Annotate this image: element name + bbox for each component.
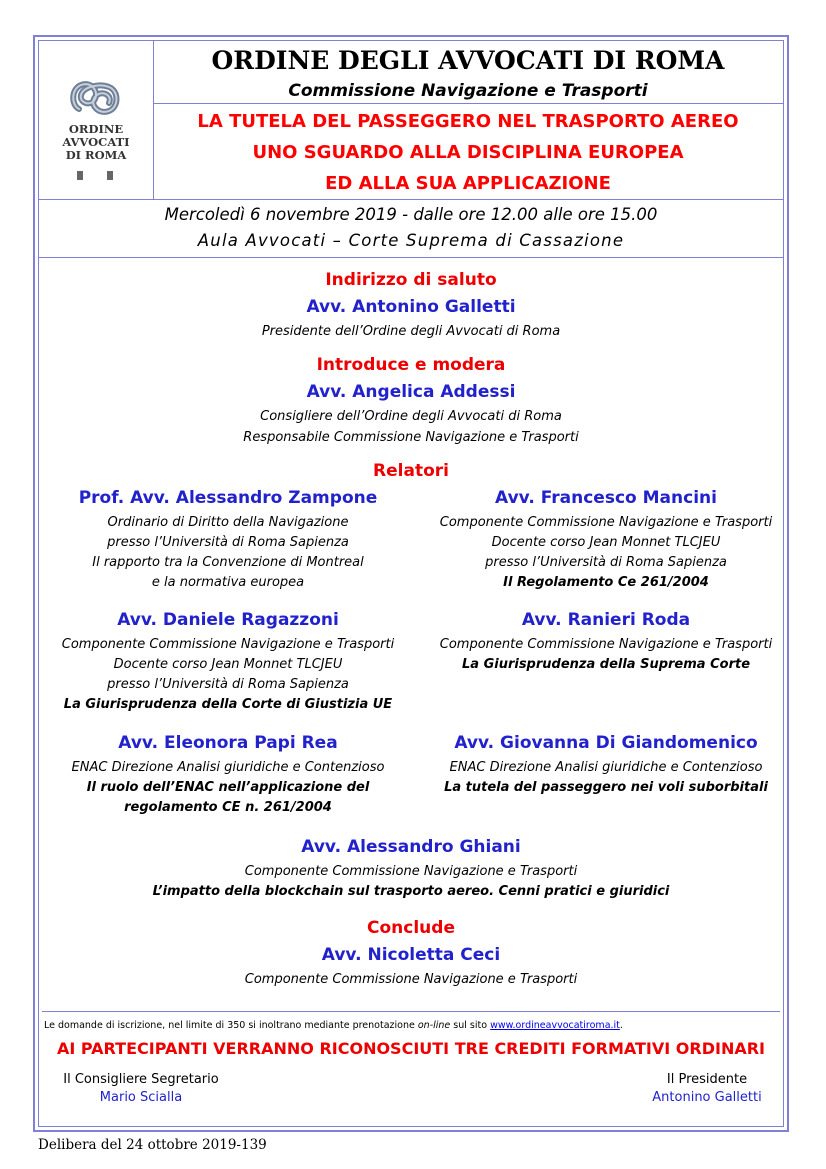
logo-line: ORDINE	[68, 122, 124, 136]
knot-logo-icon	[69, 77, 121, 117]
signature-name: Antonino Galletti	[652, 1090, 762, 1105]
speaker-topic: L’impatto della blockchain sul trasporto aereo. Cenni pratici e giuridici	[152, 884, 670, 899]
speaker-role: Docente corso Jean Monnet TLCJEU	[491, 535, 721, 550]
speaker-role: ENAC Direzione Analisi giuridiche e Contenzioso	[449, 760, 763, 775]
event-date: Mercoledì 6 novembre 2019 - dalle ore 12.00 alle ore 15.00	[164, 205, 658, 224]
moderator-role: Consigliere dell’Ordine degli Avvocati di Roma	[260, 409, 562, 424]
speaker-name: Avv. Daniele Ragazzoni	[117, 610, 339, 630]
speaker-role: Il rapporto tra la Convenzione di Montreal	[92, 555, 364, 570]
greeting-speaker-role: Presidente dell’Ordine degli Avvocati di Roma	[261, 324, 561, 339]
moderator-name: Avv. Angelica Addessi	[306, 382, 516, 402]
speaker-role: Componente Commissione Navigazione e Trasporti	[439, 515, 773, 530]
speaker-name: Prof. Avv. Alessandro Zampone	[78, 488, 378, 508]
speaker-role: presso l’Università di Roma Sapienza	[107, 535, 349, 550]
signature-title: Il Presidente	[666, 1072, 748, 1087]
commission-name: Commissione Navigazione e Trasporti	[288, 81, 648, 101]
event-title-line: UNO SGUARDO ALLA DISCIPLINA EUROPEA	[252, 142, 684, 163]
website-link[interactable]: www.ordineavvocatiroma.it	[490, 1020, 620, 1031]
note-text: sul sito	[453, 1020, 488, 1031]
speaker-topic: La Giurisprudenza della Corte di Giustizia UE	[63, 697, 393, 712]
speaker-role: ENAC Direzione Analisi giuridiche e Contenzioso	[71, 760, 385, 775]
speaker-topic: regolamento CE n. 261/2004	[124, 800, 332, 815]
speaker-role: e la normativa europea	[151, 575, 305, 590]
signature-title: Il Consigliere Segretario	[63, 1072, 219, 1087]
speaker-role: Componente Commissione Navigazione e Trasporti	[61, 637, 395, 652]
registration-note	[44, 1020, 623, 1031]
greeting-heading: Indirizzo di saluto	[325, 270, 497, 290]
logo-line: AVVOCATI	[62, 135, 130, 149]
greeting-speaker-name: Avv. Antonino Galletti	[306, 297, 516, 317]
divider	[39, 199, 783, 200]
speaker-name: Avv. Francesco Mancini	[495, 488, 717, 508]
conclusion-heading: Conclude	[367, 918, 455, 938]
logo-line: DI ROMA	[65, 148, 127, 162]
org-name: ORDINE DEGLI AVVOCATI DI ROMA	[211, 46, 725, 75]
speakers-heading: Relatori	[373, 461, 449, 481]
conclusion-speaker-role: Componente Commissione Navigazione e Trasporti	[244, 972, 578, 987]
note-online: on-line	[417, 1020, 451, 1031]
speaker-role: Ordinario di Diritto della Navigazione	[107, 515, 349, 530]
delibera-reference: Delibera del 24 ottobre 2019-139	[38, 1137, 267, 1153]
logo-base-icon	[77, 171, 117, 181]
conclusion-speaker-name: Avv. Nicoletta Ceci	[321, 945, 501, 965]
speaker-role: Docente corso Jean Monnet TLCJEU	[113, 657, 343, 672]
speaker-role: Componente Commissione Navigazione e Trasporti	[244, 864, 578, 879]
divider	[153, 103, 783, 104]
frame-inner	[38, 40, 784, 1127]
document-frame	[33, 35, 789, 1132]
speaker-topic: La tutela del passeggero nei voli suborbitali	[444, 780, 768, 795]
signature-name: Mario Scialla	[99, 1090, 183, 1105]
speaker-topic: La Giurisprudenza della Suprema Corte	[461, 657, 751, 672]
speaker-role: Componente Commissione Navigazione e Trasporti	[439, 637, 773, 652]
footer-divider	[42, 1011, 780, 1012]
event-title-line: ED ALLA SUA APPLICAZIONE	[325, 173, 611, 194]
event-venue: Aula Avvocati – Corte Suprema di Cassazione	[197, 231, 625, 250]
speaker-topic: Il ruolo dell’ENAC nell’applicazione del	[86, 780, 370, 795]
secretary-signature	[61, 1072, 221, 1105]
note-text: .	[619, 1020, 623, 1031]
moderator-heading: Introduce e modera	[316, 355, 506, 375]
speaker-role: presso l’Università di Roma Sapienza	[485, 555, 727, 570]
speaker-name: Avv. Alessandro Ghiani	[301, 837, 521, 857]
speaker-name: Avv. Eleonora Papi Rea	[118, 733, 338, 753]
divider	[39, 257, 783, 258]
credits-notice: AI PARTECIPANTI VERRANNO RICONOSCIUTI TRE CREDITI FORMATIVI ORDINARI	[57, 1039, 765, 1058]
president-signature	[637, 1072, 777, 1105]
speaker-name: Avv. Ranieri Roda	[521, 610, 691, 630]
speaker-name: Avv. Giovanna Di Giandomenico	[454, 733, 758, 753]
speaker-topic: Il Regolamento Ce 261/2004	[503, 575, 709, 590]
note-text: Le domande di iscrizione, nel limite di 350 si inoltrano mediante prenotazione	[44, 1020, 415, 1031]
event-title-line: LA TUTELA DEL PASSEGGERO NEL TRASPORTO AEREO	[197, 111, 739, 132]
moderator-role: Responsabile Commissione Navigazione e Trasporti	[243, 430, 579, 445]
logo-text	[39, 123, 153, 162]
logo-cell	[39, 41, 154, 199]
speaker-role: presso l’Università di Roma Sapienza	[107, 677, 349, 692]
